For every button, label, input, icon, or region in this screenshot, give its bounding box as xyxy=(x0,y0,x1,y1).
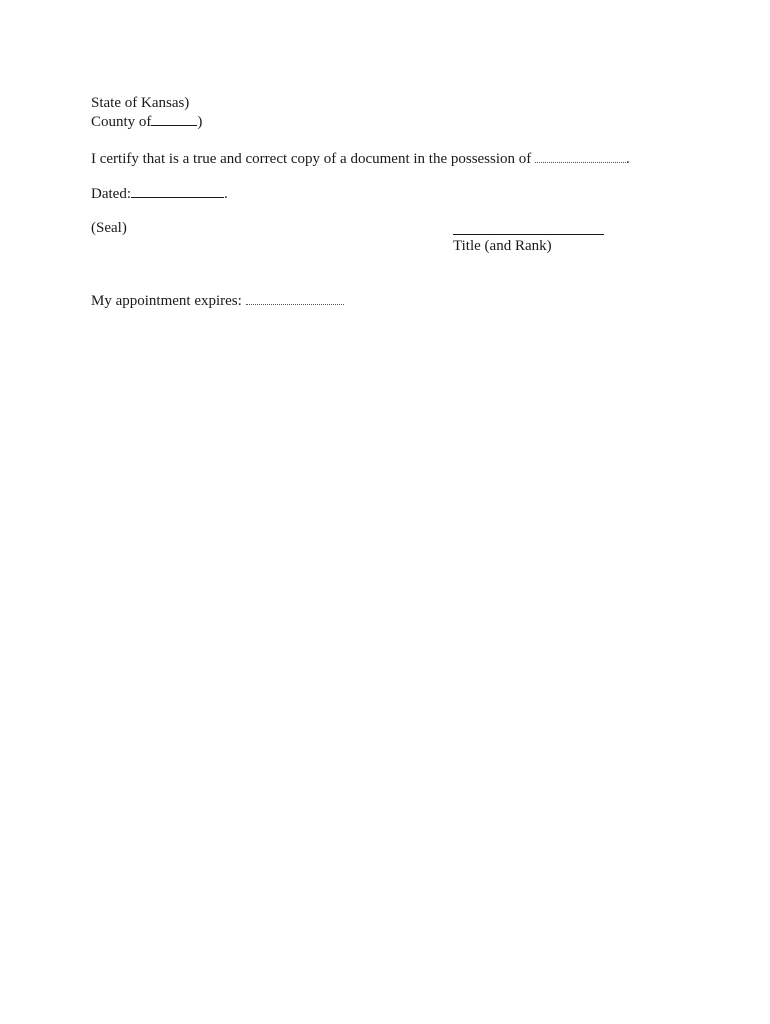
appointment-line xyxy=(91,291,344,310)
state-text: State of Kansas) xyxy=(91,95,190,111)
certification-period: . xyxy=(626,151,630,167)
possession-blank[interactable] xyxy=(535,149,626,163)
seal-text: (Seal) xyxy=(91,220,127,236)
seal-label xyxy=(91,219,127,237)
county-paren: ) xyxy=(197,114,203,130)
signature-line[interactable] xyxy=(453,234,604,235)
dated-period: . xyxy=(223,186,228,202)
dated-label: Dated: xyxy=(91,186,131,202)
signature-title: Title (and Rank) xyxy=(453,238,552,254)
county-label: County of xyxy=(91,114,152,130)
appointment-blank[interactable] xyxy=(246,291,344,305)
county-blank[interactable] xyxy=(151,112,197,126)
state-line xyxy=(91,94,189,112)
dated-line xyxy=(91,184,228,203)
certification-text: I certify that is a true and correct copy of a document in the possession of xyxy=(91,151,532,167)
appointment-label: My appointment expires: xyxy=(91,293,242,309)
county-line xyxy=(91,112,202,131)
dated-blank[interactable] xyxy=(131,184,224,198)
certification-line xyxy=(91,149,630,168)
